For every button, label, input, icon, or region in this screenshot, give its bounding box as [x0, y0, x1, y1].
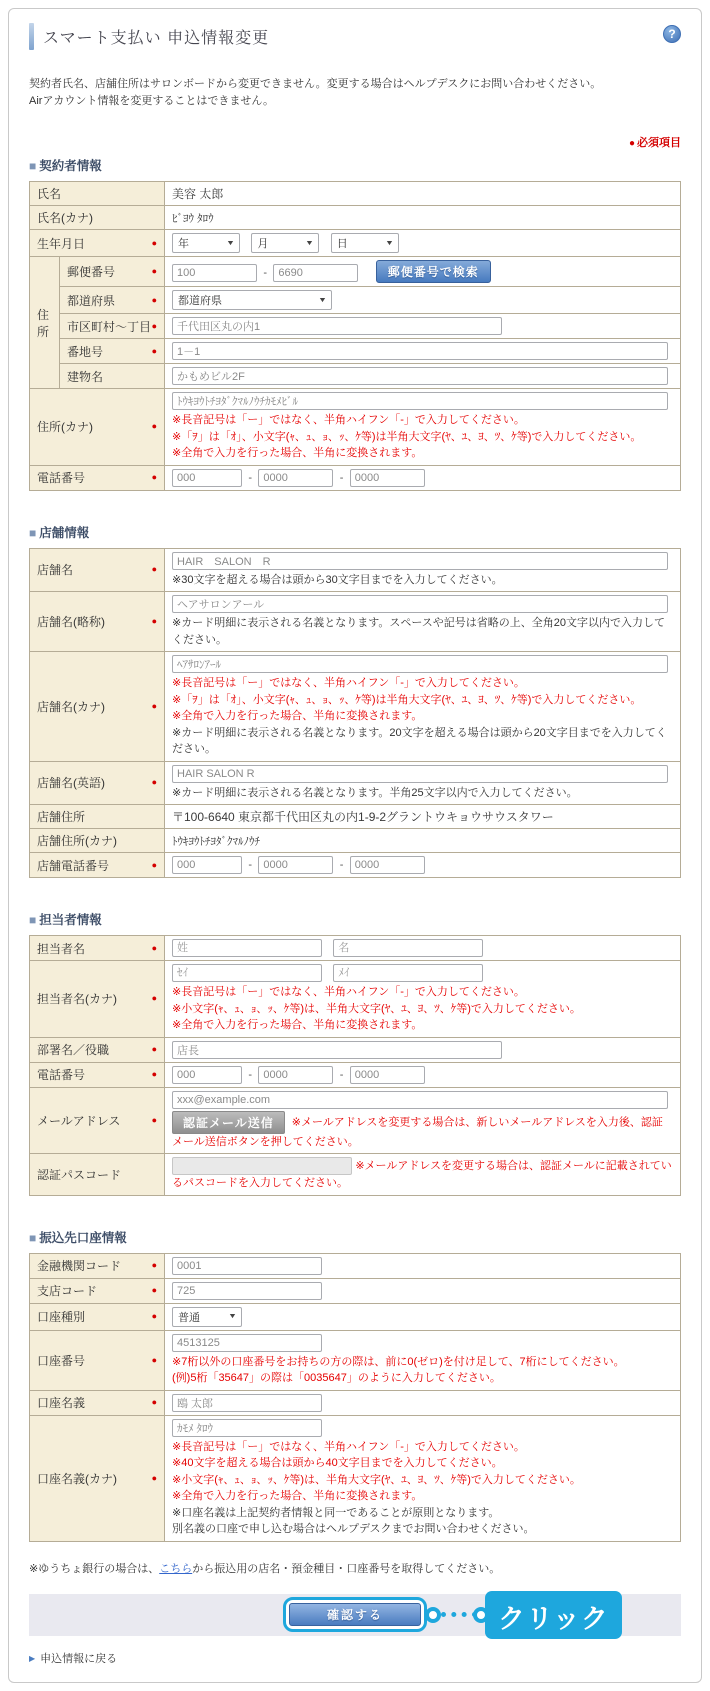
table-row	[30, 182, 681, 206]
table-row: メールアドレス ● xxx@example.com 認証メール送信 ※メールアドレスを変更する場合は、新しいメールアドレスを入力後、認証メール送信ボタンを押してください。	[30, 1087, 681, 1154]
table-row: 口座名義(カナ) ● ｶﾓﾒ ﾀﾛｳ ※長音記号は「ー」ではなく、半角ハイフン「-」で入力してください。 ※40文字を超える場合は頭から40文字目までを入力してください。 ※小文字(ｬ、ｭ、ｮ、ｯ、ｹ等)は、半角大文字(ﾔ、ﾕ、ﾖ、ﾂ、ｹ等)で入力してください。 ※全角で入力を行った場合、半角に変換されます。 ※口座名義は上記契約者情報と同一であることが原則となります。 別名義の口座で申し込む場合はヘルプデスクまでお問い合わせください。	[30, 1415, 681, 1541]
click-annotation-label: クリック	[485, 1591, 622, 1639]
store-tel2-input[interactable]	[258, 856, 333, 874]
note: ※カード明細に表示される名義となります。20文字を超える場合は頭から20文字目までを入力してください。	[172, 726, 667, 756]
section-square-icon: ■	[29, 525, 37, 540]
table-row: 市区町村～丁目 ● 千代田区丸の内1	[30, 314, 681, 339]
note-red: ※全角で入力を行った場合、半角に変換されます。	[172, 447, 423, 460]
note-red: ※7桁以外の口座番号をお持ちの方の際は、前に0(ゼロ)を付け足して、7桁にしてください。	[172, 1355, 625, 1368]
table-row: 支店コード ● 725	[30, 1278, 681, 1303]
page-title: スマート支払い 申込情報変更	[43, 30, 270, 47]
confirm-button[interactable]: 確認する	[289, 1603, 421, 1626]
page-header	[29, 23, 681, 50]
required-legend: ● 必須項目	[628, 137, 681, 150]
tel3-input[interactable]	[350, 469, 425, 487]
address-kana-input[interactable]	[172, 392, 668, 410]
note-red: ※長音記号は「ー」ではなく、半角ハイフン「-」で入力してください。	[172, 414, 525, 427]
store-english-name-input[interactable]	[172, 765, 668, 783]
note-red: ※「ｦ」は「ｵ」、小文字(ｬ、ｭ、ｮ、ｯ、ｹ等)は半角大文字(ﾔ、ﾕ、ﾖ、ﾂ、ｹ等)で入力してください。	[172, 430, 642, 443]
dash-separator: -	[248, 859, 253, 872]
manager-lastname-kana-input[interactable]	[172, 964, 322, 982]
table-row: 店舗名(カナ) ● ﾍｱｻﾛﾝｱｰﾙ ※長音記号は「ー」ではなく、半角ハイフン「-」で入力してください。 ※「ｦ」は「ｵ」、小文字(ｬ、ｭ、ｮ、ｯ、ｹ等)は半角大文字(ﾔ、ﾕ、ﾖ、ﾂ、ｹ等)で入力してください。 ※全角で入力を行った場合、半角に変換されます。 ※カード明細に表示される名義となります。20文字を超える場合は頭から20文字目までを入力してください。	[30, 652, 681, 762]
note-red: ※全角で入力を行った場合、半角に変換されます。	[172, 1019, 423, 1032]
note-red: ※小文字(ｬ、ｭ、ｮ、ｯ、ｹ等)は、半角大文字(ﾔ、ﾕ、ﾖ、ﾂ、ｹ等)で入力してください。	[172, 1473, 581, 1486]
note-red: ※長音記号は「ー」ではなく、半角ハイフン「-」で入力してください。	[172, 986, 525, 999]
send-auth-mail-button[interactable]: 認証メール送信	[172, 1111, 285, 1134]
required-dot-icon: ●	[151, 294, 158, 305]
table-row: 店舗名(略称) ● ヘアサロンアール ※カード明細に表示される名義となります。スペースや記号は省略の上、全角20文字以内で入力してください。	[30, 592, 681, 652]
table-row: 口座番号 ● 4513125 ※7桁以外の口座番号をお持ちの方の際は、前に0(ゼロ)を付け足して、7桁にしてください。 (例)5桁「35647」の際は「0035647」のように入力してください。	[30, 1330, 681, 1390]
required-dot-icon: ●	[151, 1354, 157, 1365]
annotation-connector-circle	[425, 1607, 441, 1623]
note-red: ※「ｦ」は「ｵ」、小文字(ｬ、ｭ、ｮ、ｯ、ｹ等)は半角大文字(ﾔ、ﾕ、ﾖ、ﾂ、ｹ等)で入力してください。	[172, 693, 642, 706]
required-dot-icon: ●	[151, 700, 157, 711]
table-row	[30, 1154, 681, 1196]
name-value: 美容 太郎	[172, 187, 224, 202]
required-dot-icon: ●	[151, 472, 158, 483]
table-row: 住所(カナ) ● ﾄｳｷﾖｳﾄﾁﾖﾀﾞｸﾏﾙﾉｳﾁｶﾓﾒﾋﾞﾙ ※長音記号は「ー」ではなく、半角ハイフン「-」で入力してください。 ※「ｦ」は「ｵ」、小文字(ｬ、ｭ、ｮ、ｯ、ｹ等)は半角大文字(ﾔ、ﾕ、ﾖ、ﾂ、ｹ等)で入力してください。 ※全角で入力を行った場合、半角に変換されます。	[30, 389, 681, 466]
table-row: 部署名／役職 ● 店長	[30, 1037, 681, 1062]
note-red: ※メールアドレスを変更する場合は、認証メールに記載されているパスコードを入力してください。	[172, 1159, 672, 1190]
table-row: 金融機関コード ● 0001	[30, 1253, 681, 1278]
note-red: ※長音記号は「ー」ではなく、半角ハイフン「-」で入力してください。	[172, 677, 525, 690]
yucho-note: ※ゆうちょ銀行の場合は、こちらから振込用の店名・預金種目・口座番号を取得してください。	[29, 1562, 501, 1575]
table-row: 電話番号 ● 000 - 0000 - 0000	[30, 1062, 681, 1087]
annotation-dotted-line	[441, 1612, 477, 1617]
note-red: ※全角で入力を行った場合、半角に変換されます。	[172, 710, 423, 723]
chevron-down-icon: ▼	[384, 239, 394, 247]
dash-separator: -	[339, 1068, 344, 1081]
required-dot-icon: ●	[151, 993, 157, 1004]
banchi-input[interactable]	[172, 342, 668, 360]
manager-firstname-input[interactable]	[333, 939, 483, 957]
table-row: 電話番号 ● 000 - 0000 - 0000	[30, 465, 681, 490]
required-dot-icon: ●	[151, 266, 158, 277]
manager-tel1-input[interactable]	[172, 1066, 242, 1084]
manager-lastname-input[interactable]	[172, 939, 322, 957]
note-red: ※小文字(ｬ、ｭ、ｮ、ｯ、ｹ等)は、半角大文字(ﾔ、ﾕ、ﾖ、ﾂ、ｹ等)で入力してください。	[172, 1002, 581, 1015]
account-holder-input[interactable]	[172, 1394, 322, 1412]
chevron-down-icon: ▼	[305, 239, 315, 247]
account-number-input[interactable]	[172, 1334, 322, 1352]
birth-month-select[interactable]: 月 ▼	[251, 233, 319, 253]
dash-separator: -	[339, 471, 344, 484]
note-red: (例)5桁「35647」の際は「0035647」のように入力してください。	[172, 1372, 501, 1385]
yucho-link[interactable]: こちら	[159, 1562, 193, 1575]
table-row: 口座種別 ● 普通 ▼	[30, 1303, 681, 1330]
dash-separator: -	[248, 1068, 253, 1081]
store-tel1-input[interactable]	[172, 856, 242, 874]
name-kana-value: ﾋﾞﾖｳ ﾀﾛｳ	[172, 212, 214, 225]
email-input[interactable]	[172, 1091, 668, 1109]
section-heading-bank: ■ 振込先口座情報	[29, 1230, 127, 1245]
back-link[interactable]: 申込情報に戻る	[40, 1652, 118, 1665]
table-row: 担当者名(カナ) ● ｾｲ ﾒｲ ※長音記号は「ー」ではなく、半角ハイフン「-」で入力してください。 ※小文字(ｬ、ｭ、ｮ、ｯ、ｹ等)は、半角大文字(ﾔ、ﾕ、ﾖ、ﾂ、ｹ等)で入力してください。 ※全角で入力を行った場合、半角に変換されます。	[30, 961, 681, 1038]
store-kana-input[interactable]	[172, 655, 668, 673]
manager-tel3-input[interactable]	[350, 1066, 425, 1084]
table-row: 口座名義 ● 鴎 太郎	[30, 1390, 681, 1415]
note: ※口座名義は上記契約者情報と同一であることが原則となります。	[172, 1506, 500, 1519]
store-tel3-input[interactable]	[350, 856, 425, 874]
required-dot-icon: ●	[151, 859, 157, 870]
note-red: ※長音記号は「ー」ではなく、半角ハイフン「-」で入力してください。	[172, 1440, 525, 1453]
store-address-label-cell: 店舗住所	[30, 805, 165, 829]
branch-code-input[interactable]	[172, 1282, 322, 1300]
table-row	[30, 805, 681, 829]
auth-passcode-input[interactable]	[172, 1157, 352, 1175]
required-dot-icon: ●	[151, 1397, 157, 1408]
manager-tel2-input[interactable]	[258, 1066, 333, 1084]
account-holder-kana-input[interactable]	[172, 1419, 322, 1437]
required-dot-icon: ●	[151, 777, 157, 788]
required-dot-icon: ●	[151, 237, 158, 248]
intro-line-1: 契約者氏名、店舗住所はサロンボードから変更できません。変更する場合はヘルプデスクにお問い合わせください。	[29, 78, 602, 90]
account-type-select[interactable]: 普通 ▼	[172, 1307, 242, 1327]
section-heading-manager: ■ 担当者情報	[29, 913, 102, 928]
dash-separator: -	[263, 267, 268, 280]
section-square-icon: ■	[29, 913, 37, 928]
required-dot-icon: ●	[151, 564, 157, 575]
passcode-label-cell: 認証パスコード	[30, 1154, 165, 1196]
chevron-down-icon: ▼	[228, 1313, 238, 1321]
address-group-label-cell: 住所	[30, 257, 60, 389]
required-dot-icon: ●	[151, 1114, 157, 1125]
table-row	[30, 364, 681, 389]
prefecture-select[interactable]: 都道府県 ▼	[172, 290, 332, 310]
bank-code-input[interactable]	[172, 1257, 322, 1275]
section-square-icon: ■	[29, 1230, 37, 1245]
note: 別名義の口座で申し込む場合はヘルプデスクまでお問い合わせください。	[172, 1523, 535, 1536]
section-square-icon: ■	[29, 159, 37, 174]
intro-line-2: Airアカウント情報を変更することはできません。	[29, 95, 274, 108]
birth-year-select[interactable]: 年 ▼	[172, 233, 240, 253]
section-heading-contractor: ■ 契約者情報	[29, 159, 102, 174]
tel1-input[interactable]	[172, 469, 242, 487]
table-row	[30, 829, 681, 853]
required-dot-icon: ●	[151, 1044, 157, 1055]
table-row: 番地号 ● 1－1	[30, 339, 681, 364]
department-input[interactable]	[172, 1041, 502, 1059]
dash-separator: -	[339, 859, 344, 872]
table-row	[30, 206, 681, 230]
page-title-block	[29, 23, 269, 50]
annotation-highlight-ring	[283, 1597, 427, 1632]
note: ※30文字を超える場合は頭から30文字目までを入力してください。	[172, 573, 503, 586]
required-dot-icon: ●	[151, 616, 157, 627]
manager-table	[29, 935, 681, 1196]
building-input[interactable]	[172, 367, 668, 385]
table-row: 生年月日 ● 年 ▼ 月 ▼ 日 ▼	[30, 230, 681, 257]
store-table	[29, 548, 681, 879]
required-dot-icon: ●	[151, 1069, 157, 1080]
birth-day-select[interactable]: 日 ▼	[331, 233, 399, 253]
table-row: 住所 郵便番号 ● 100 - 6690 郵便番号で検索	[30, 257, 681, 287]
page-container	[8, 8, 702, 1683]
store-address-kana-value: ﾄｳｷﾖｳﾄﾁﾖﾀﾞｸﾏﾙﾉｳﾁ	[172, 835, 260, 848]
intro-text	[29, 76, 681, 110]
manager-firstname-kana-input[interactable]	[333, 964, 483, 982]
store-name-input[interactable]	[172, 552, 668, 570]
required-dot-icon: ●	[151, 942, 157, 953]
tel2-input[interactable]	[258, 469, 333, 487]
table-row: 店舗電話番号 ● 000 - 0000 - 0000	[30, 853, 681, 878]
chevron-down-icon: ▼	[318, 296, 328, 304]
table-row: 担当者名 ● 姓 名	[30, 936, 681, 961]
store-address-value: 〒100-6640 東京都千代田区丸の内1-9-2グラントウキョウサウスタワー	[172, 810, 554, 825]
note-red: ※40文字を超える場合は頭から40文字目までを入力してください。	[172, 1457, 503, 1470]
city-input[interactable]	[172, 317, 502, 335]
required-dot-icon: ●	[151, 1285, 157, 1296]
table-row: 店舗名(英語) ● HAIR SALON R ※カード明細に表示される名義となります。半角25文字以内で入力してください。	[30, 761, 681, 805]
contractor-table	[29, 181, 681, 491]
chevron-down-icon: ▼	[226, 239, 236, 247]
store-short-name-input[interactable]	[172, 595, 668, 613]
building-label-cell: 建物名	[60, 364, 165, 389]
note-red: ※メールアドレスを変更する場合は、新しいメールアドレスを入力後、認証メール送信ボタンを押してください。	[172, 1115, 663, 1148]
table-row: 都道府県 ● 都道府県 ▼	[30, 287, 681, 314]
name-label-cell: 氏名	[30, 182, 165, 206]
help-icon[interactable]: ?	[663, 25, 681, 43]
zip-search-button[interactable]: 郵便番号で検索	[376, 260, 491, 283]
required-dot-icon: ●	[151, 421, 158, 432]
required-dot-icon: ●	[151, 1311, 157, 1322]
zip1-input[interactable]	[172, 264, 257, 282]
back-link-row	[29, 1650, 681, 1666]
store-address-kana-label-cell: 店舗住所(カナ)	[30, 829, 165, 853]
section-heading-store: ■ 店舗情報	[29, 525, 90, 540]
table-row: 店舗名 ● HAIR SALON R ※30文字を超える場合は頭から30文字目までを入力してください。	[30, 548, 681, 592]
confirm-bar	[29, 1594, 681, 1636]
required-dot-icon: ●	[151, 1260, 157, 1271]
note: ※カード明細に表示される名義となります。半角25文字以内で入力してください。	[172, 786, 578, 799]
required-dot-icon: ●	[151, 320, 158, 331]
zip2-input[interactable]	[273, 264, 358, 282]
required-dot-icon: ●	[151, 345, 158, 356]
dash-separator: -	[248, 471, 253, 484]
name-kana-label-cell: 氏名(カナ)	[30, 206, 165, 230]
note-red: ※全角で入力を行った場合、半角に変換されます。	[172, 1490, 423, 1503]
bank-table	[29, 1253, 681, 1542]
back-arrow-icon: ▶	[29, 1653, 36, 1663]
note: ※カード明細に表示される名義となります。スペースや記号は省略の上、全角20文字以内で入力してください。	[172, 617, 666, 646]
required-dot-icon: ●	[151, 1472, 157, 1483]
title-accent-bar	[29, 23, 34, 50]
required-dot-icon: ●	[628, 138, 635, 150]
